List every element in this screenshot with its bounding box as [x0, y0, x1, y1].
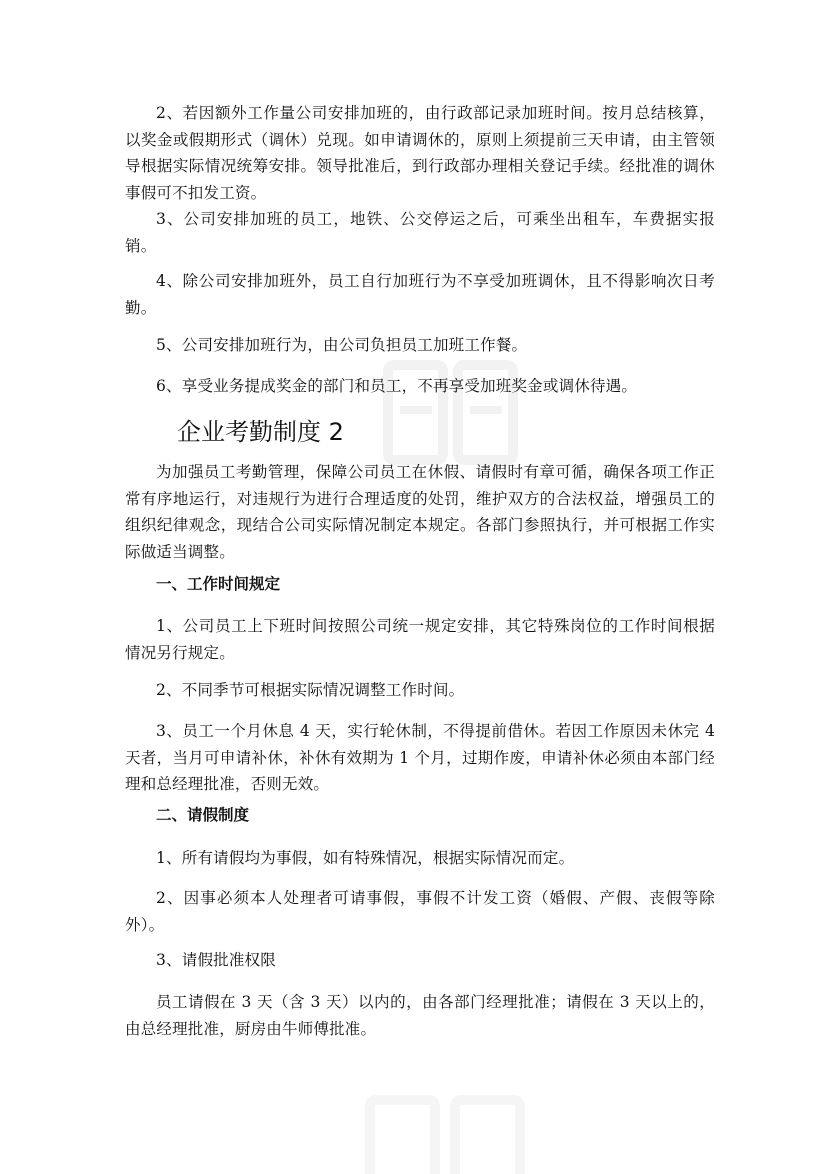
work-hours-item: 2、不同季节可根据实际情况调整工作时间。	[156, 681, 465, 699]
section-heading-leave: 二、请假制度	[156, 805, 250, 824]
paragraph-overtime-6: 6、享受业务提成奖金的部门和员工，不再享受加班奖金或调休待遇。	[156, 377, 638, 395]
leave-item: 2、因事必须本人处理者可请事假，事假不计发工资（婚假、产假、丧假等除外）。	[125, 889, 715, 934]
paragraph-overtime-4: 4、除公司安排加班外，员工自行加班行为不享受加班调休，且不得影响次日考勤。	[125, 272, 715, 317]
watermark-logo-icon	[360, 1090, 530, 1174]
intro-paragraph: 为加强员工考勤管理，保障公司员工在休假、请假时有章可循，确保各项工作正常有序地运行，对违规行为进行合理适度的处罚，维护双方的合法权益，增强员工的组织纪律观念，现结合公司实际情况制定本规定。各部门参照执行，并可根据工作实际做适当调整。	[125, 463, 715, 561]
paragraph-overtime-5: 5、公司安排加班行为，由公司负担员工加班工作餐。	[156, 336, 528, 354]
document-title: 企业考勤制度 2	[177, 418, 344, 446]
paragraph-overtime-2: 2、若因额外工作量公司安排加班的，由行政部记录加班时间。按月总结核算，以奖金或假期形式（调休）兑现。如申请调休的，原则上须提前三天申请，由主管领导根据实际情况统筹安排。领导批准后，到行政部办理相关登记手续。经批准的调休事假可不扣发工资。	[125, 104, 715, 202]
leave-item: 员工请假在 3 天（含 3 天）以内的，由各部门经理批准；请假在 3 天以上的，由总经理批准，厨房由牛师傅批准。	[125, 993, 715, 1038]
section-heading-work-hours: 一、工作时间规定	[156, 574, 281, 593]
leave-item: 1、所有请假均为事假，如有特殊情况，根据实际情况而定。	[156, 849, 575, 867]
work-hours-item: 3、员工一个月休息 4 天，实行轮休制，不得提前借休。若因工作原因未休完 4 天者，当月可申请补休，补休有效期为 1 个月，过期作废，申请补休必须由本部门经理和总经理批准，否则无效。	[125, 722, 715, 793]
leave-item: 3、请假批准权限	[156, 951, 276, 969]
work-hours-item: 1、公司员工上下班时间按照公司统一规定安排，其它特殊岗位的工作时间根据情况另行规定。	[125, 617, 715, 662]
paragraph-overtime-3: 3、公司安排加班的员工，地铁、公交停运之后，可乘坐出租车，车费据实报销。	[125, 210, 715, 255]
